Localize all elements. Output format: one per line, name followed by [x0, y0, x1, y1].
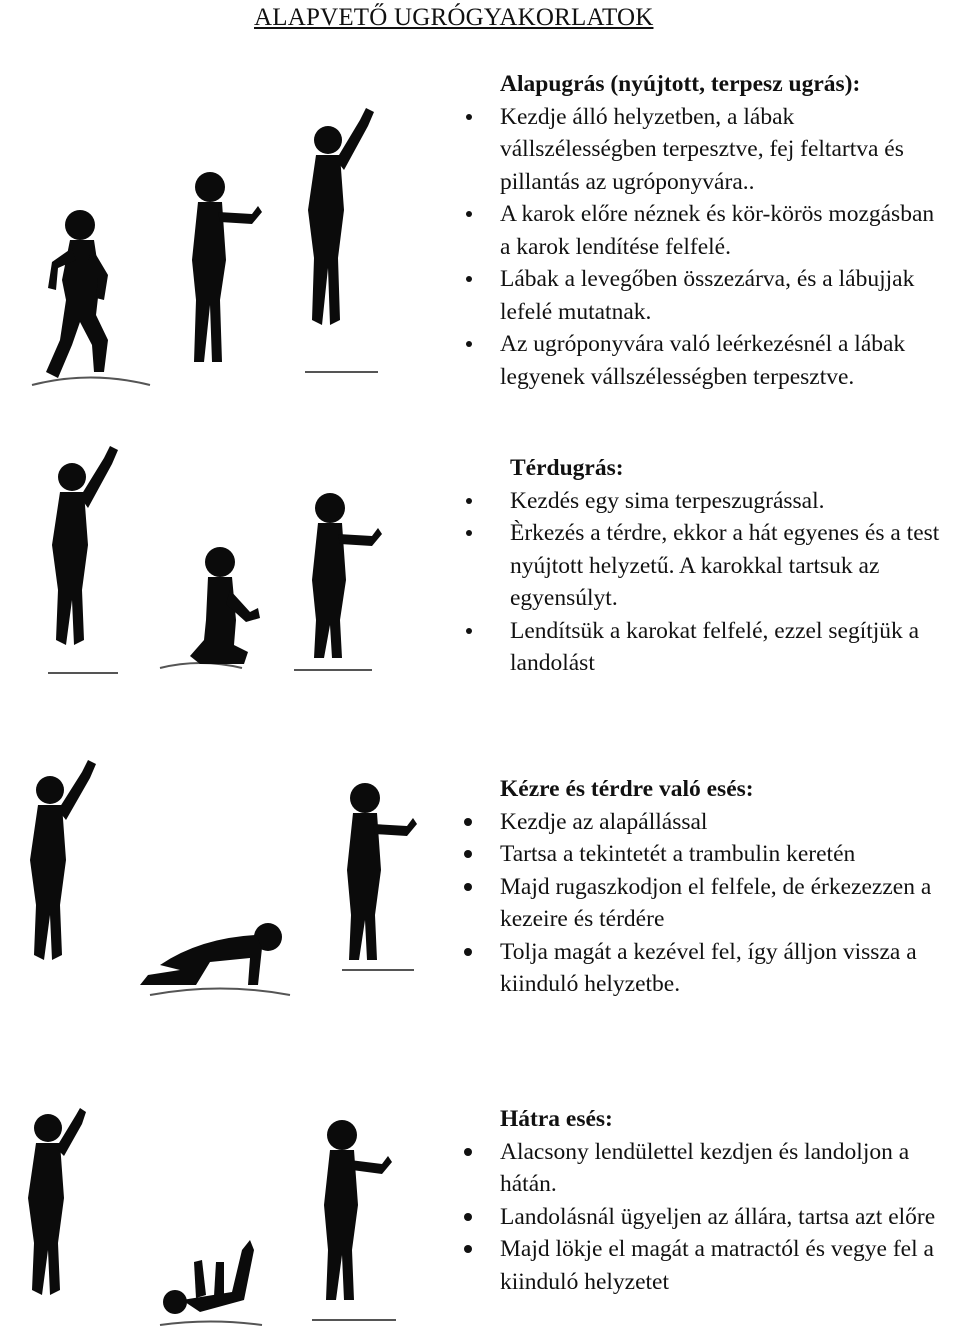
list-item: Tartsa a tekintetét a trambulin keretén: [464, 838, 944, 871]
figure-arms-up-4: [28, 1108, 86, 1295]
list-item: Lábak a levegőben összezárva, és a lábujjak lefelé mutatnak.: [500, 263, 950, 328]
list-item: Èrkezés a térdre, ekkor a hát egyenes és a test nyújtott helyzetű. A karokkal tartsuk az egyensúlyt.: [500, 517, 955, 615]
bullet-list: [464, 806, 944, 1001]
list-item: Az ugróponyvára való leérkezésnél a lábak legyenek vállszélességben terpesztve.: [500, 328, 950, 393]
list-item: Kezdés egy sima terpeszugrással.: [500, 485, 955, 518]
list-item: Kezdje álló helyzetben, a lábak vállszélességben terpesztve, fej feltartva és pillantás az ugróponyvára..: [500, 101, 950, 199]
figure-hands-knees-3: [140, 923, 290, 995]
section-heading: Alapugrás (nyújtott, terpesz ugrás):: [500, 71, 861, 97]
section-heading: Hátra esés:: [500, 1106, 613, 1132]
figure-back-drop-4: [160, 1240, 262, 1325]
figure-arms-up-3: [30, 760, 96, 960]
list-item: Tolja magát a kezével fel, így álljon vissza a kiinduló helyzetbe.: [464, 936, 944, 1001]
figure-arms-up-1: [305, 108, 378, 372]
page-title: ALAPVETŐ UGRÓGYAKORLATOK: [254, 4, 654, 31]
figure-arms-up-2: [48, 446, 118, 673]
list-item: A karok előre néznek és kör-körös mozgásban a karok lendítése felfelé.: [500, 198, 950, 263]
list-item: Kezdje az alapállással: [464, 806, 944, 839]
figure-arms-forward-1: [192, 172, 262, 362]
figure-kneeling-2: [160, 547, 260, 668]
section-heading: Térdugrás:: [510, 455, 624, 481]
figure-arms-forward-3: [342, 783, 417, 970]
bullet-list: [500, 101, 950, 394]
bullet-list: [500, 485, 955, 680]
list-item: Landolásnál ügyeljen az állára, tartsa azt előre: [464, 1201, 960, 1234]
list-item: Lendítsük a karokat felfelé, ezzel segítjük a landolást: [500, 615, 955, 680]
section-heading: Kézre és térdre való esés:: [500, 776, 754, 802]
list-item: Majd rugaszkodjon el felfele, de érkezezzen a kezeire és térdére: [464, 871, 944, 936]
list-item: Majd lökje el magát a matractól és vegye fel a kiinduló helyzetet: [464, 1233, 960, 1298]
list-item: Alacsony lendülettel kezdjen és landoljon a hátán.: [464, 1136, 960, 1201]
figure-crouch-1: [32, 210, 150, 385]
figure-arms-forward-4: [312, 1120, 396, 1320]
bullet-list: [464, 1136, 960, 1299]
figure-arms-forward-2: [294, 493, 382, 670]
